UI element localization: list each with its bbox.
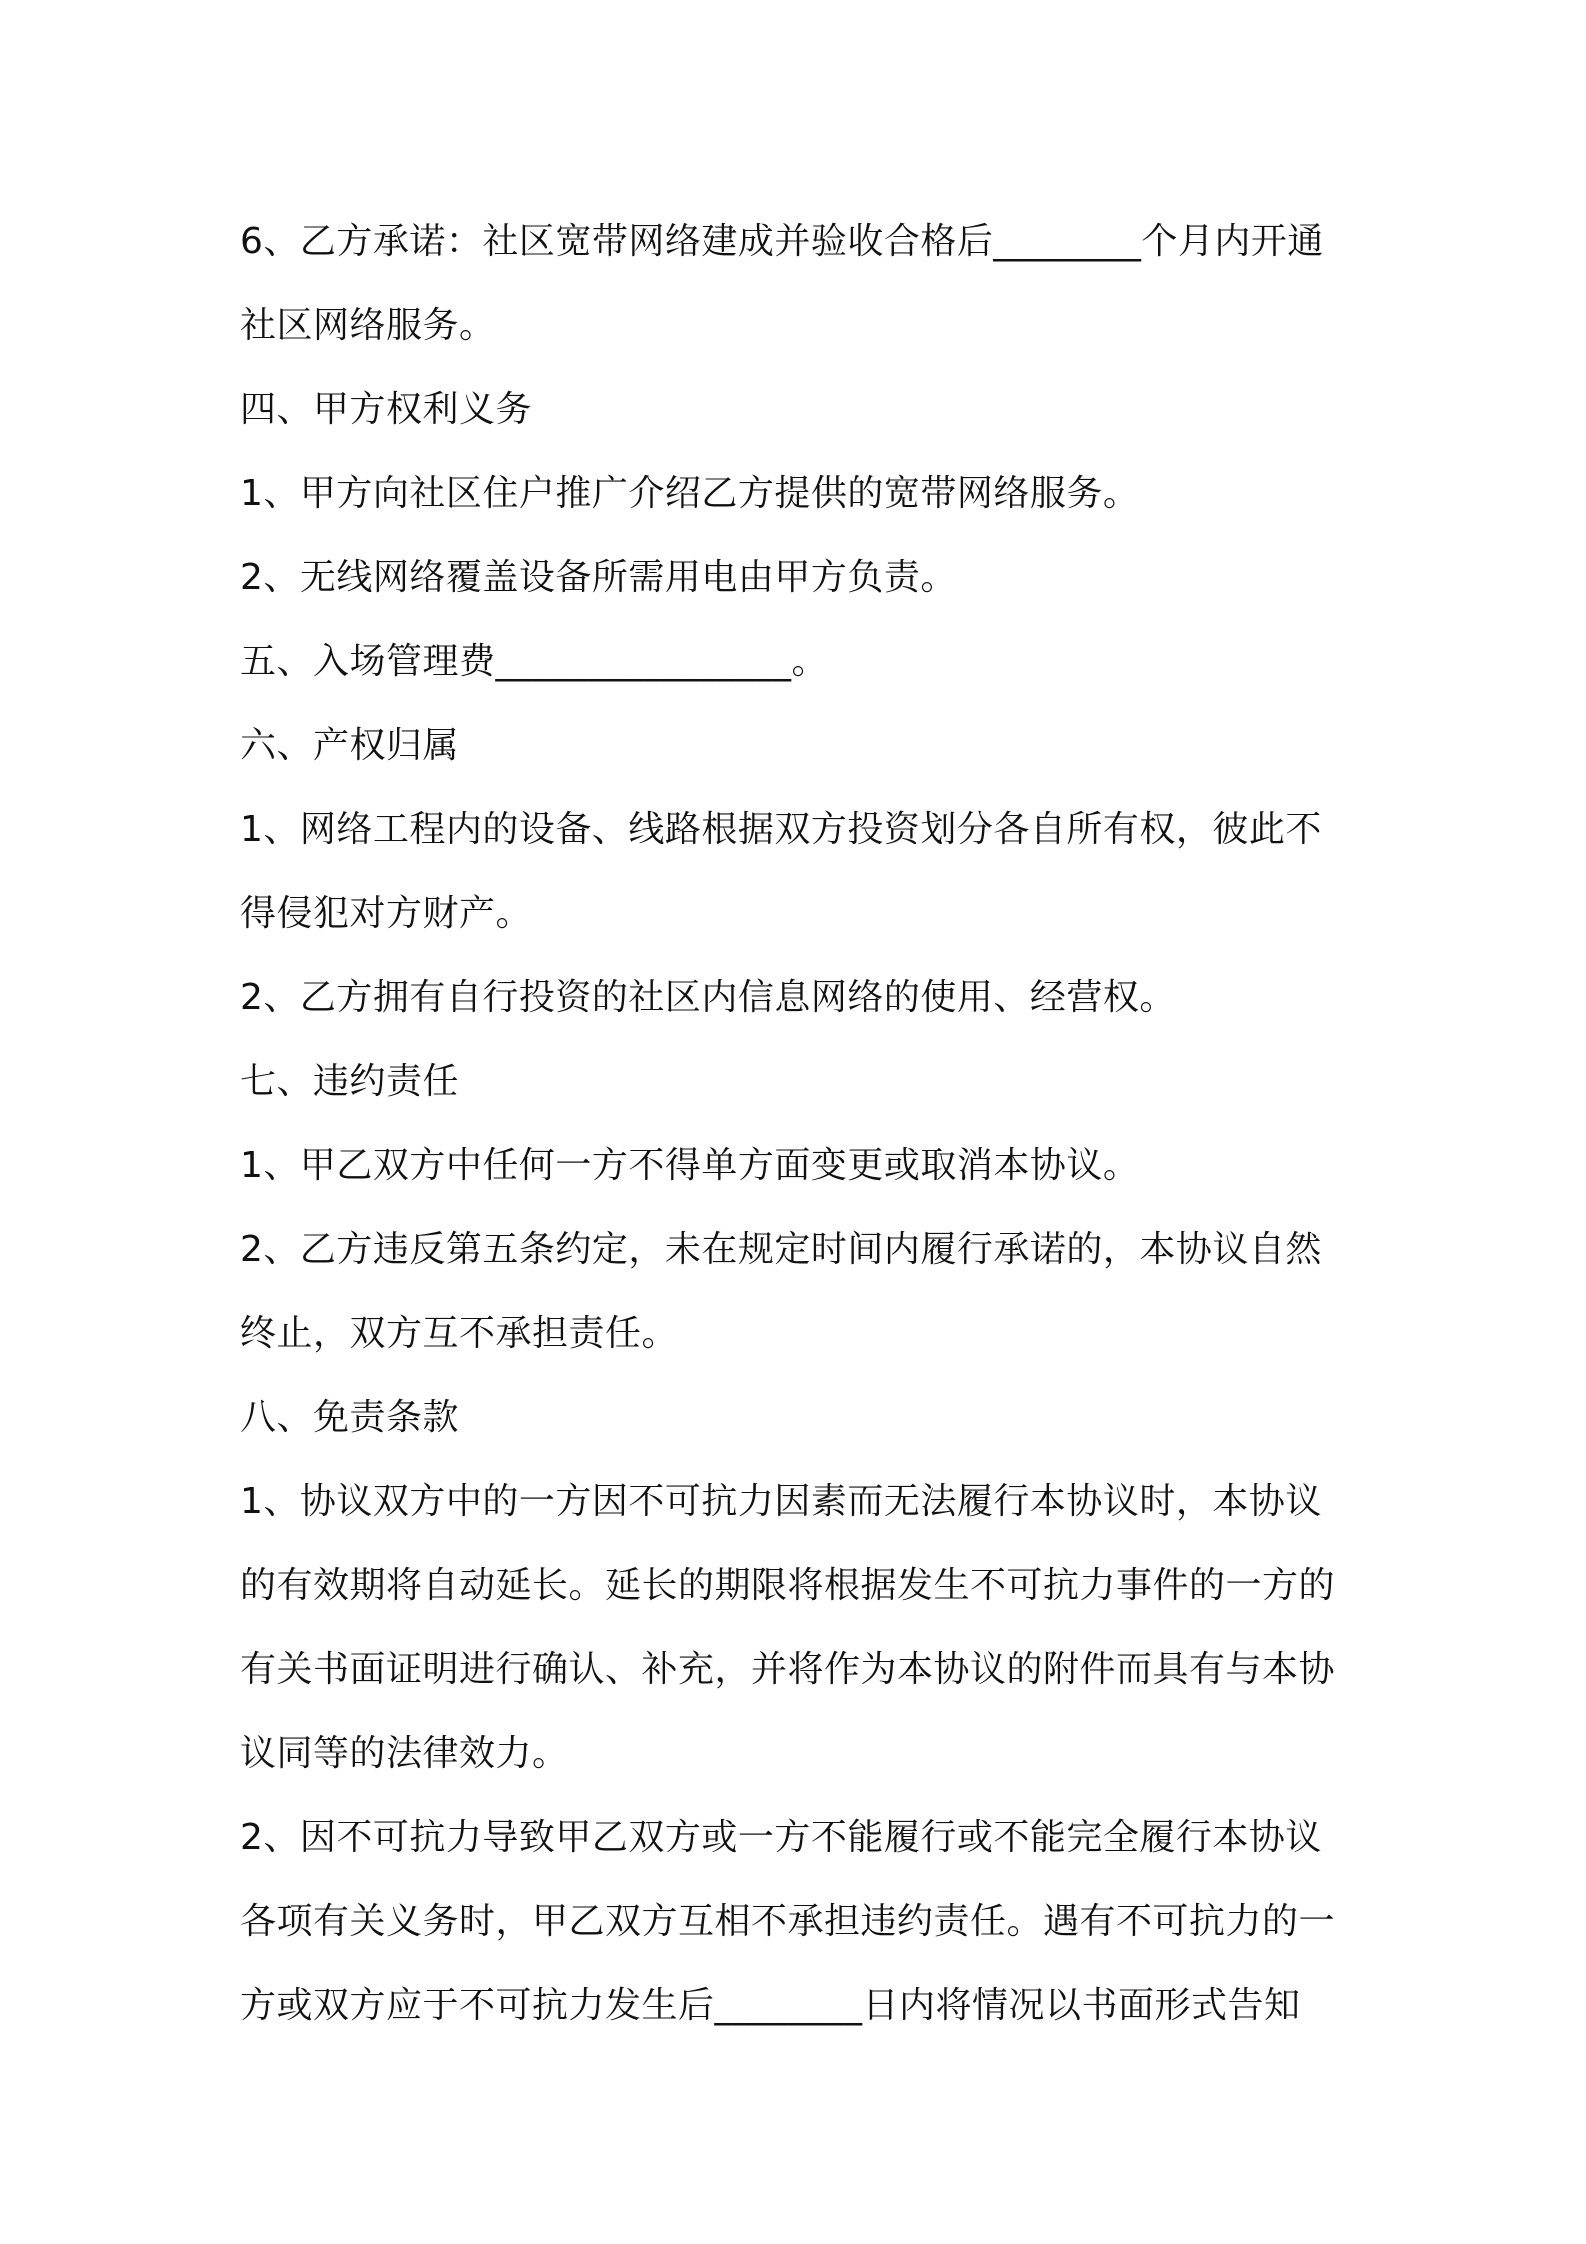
section-7-clause-1: 1、甲乙双方中任何一方不得单方面变更或取消本协议。	[240, 1145, 1140, 1186]
clause-6-line-2: 社区网络服务。	[240, 305, 496, 346]
section-8-clause-1-line-3: 有关书面证明进行确认、补充，并将作为本协议的附件而具有与本协	[240, 1649, 1336, 1690]
section-6-clause-1-line-1: 1、网络工程内的设备、线路根据双方投资划分各自所有权，彼此不	[240, 809, 1322, 850]
section-heading-6: 六、产权归属	[240, 725, 460, 766]
section-4-clause-1: 1、甲方向社区住户推广介绍乙方提供的宽带网络服务。	[240, 473, 1140, 514]
section-heading-7: 七、违约责任	[240, 1061, 460, 1102]
section-4-clause-2: 2、无线网络覆盖设备所需用电由甲方负责。	[240, 557, 957, 598]
document-body	[240, 200, 1350, 2048]
section-8-clause-1-line-1: 1、协议双方中的一方因不可抗力因素而无法履行本协议时，本协议	[240, 1481, 1322, 1522]
section-7-clause-2-line-1: 2、乙方违反第五条约定，未在规定时间内履行承诺的，本协议自然	[240, 1229, 1322, 1270]
section-6-clause-2: 2、乙方拥有自行投资的社区内信息网络的使用、经营权。	[240, 977, 1176, 1018]
section-heading-5: 五、入场管理费________________。	[240, 641, 829, 682]
clause-6-line-1: 6、乙方承诺：社区宽带网络建成并验收合格后________个月内开通	[240, 221, 1324, 262]
section-8-clause-1-line-4: 议同等的法律效力。	[240, 1733, 569, 1774]
section-6-clause-1-line-2: 得侵犯对方财产。	[240, 893, 533, 934]
section-heading-8: 八、免责条款	[240, 1397, 460, 1438]
section-8-clause-2-line-3: 方或双方应于不可抗力发生后________日内将情况以书面形式告知	[240, 1985, 1301, 2026]
section-8-clause-2-line-2: 各项有关义务时，甲乙双方互相不承担违约责任。遇有不可抗力的一	[240, 1901, 1336, 1942]
section-7-clause-2-line-2: 终止，双方互不承担责任。	[240, 1313, 679, 1354]
section-heading-4: 四、甲方权利义务	[240, 389, 533, 430]
section-8-clause-2-line-1: 2、因不可抗力导致甲乙双方或一方不能履行或不能完全履行本协议	[240, 1817, 1322, 1858]
section-8-clause-1-line-2: 的有效期将自动延长。延长的期限将根据发生不可抗力事件的一方的	[240, 1565, 1336, 1606]
